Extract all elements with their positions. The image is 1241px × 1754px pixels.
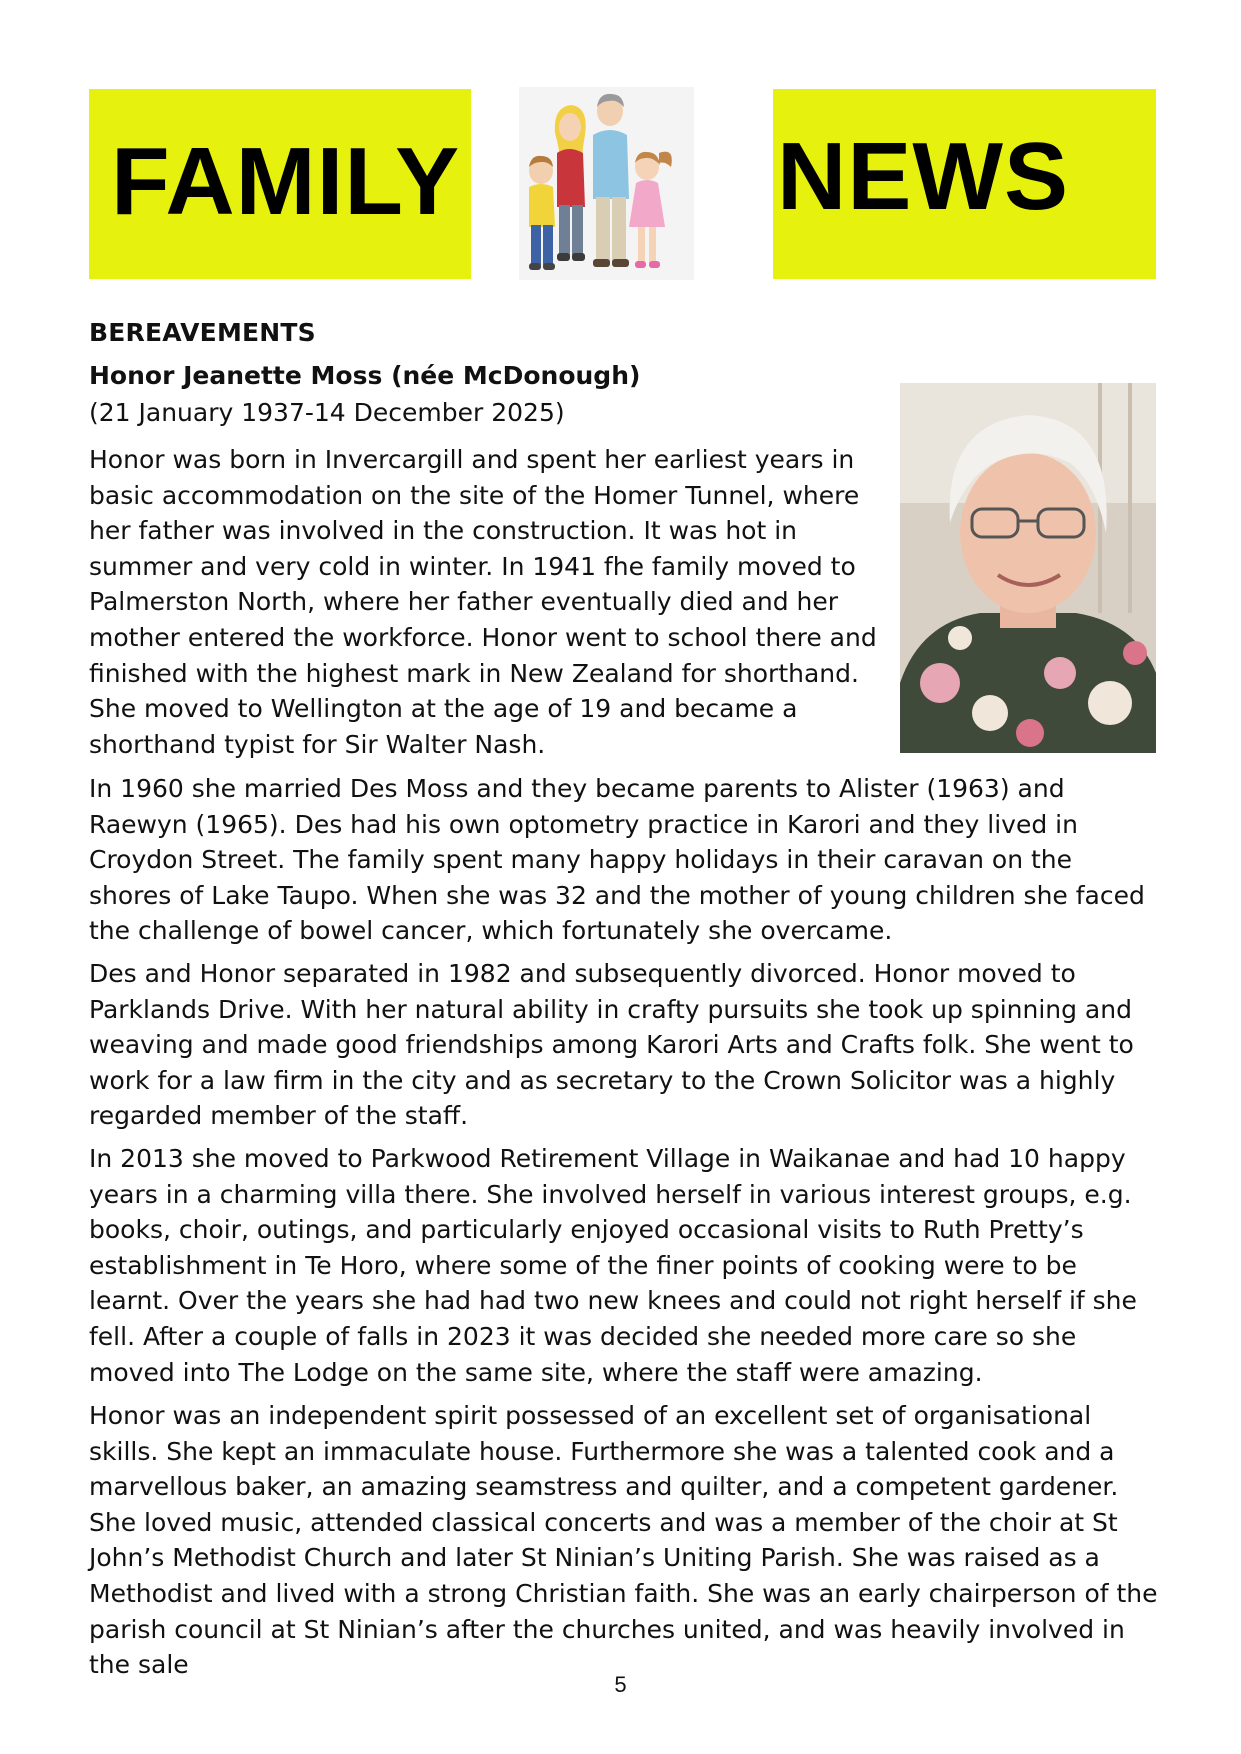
family-heading: FAMILY [111,128,461,235]
news-heading: NEWS [777,123,1069,230]
family-banner [89,89,471,279]
section-heading: BEREAVEMENTS [89,318,316,347]
family-illustration [519,87,694,280]
obituary-paragraph: Des and Honor separated in 1982 and subsequently divorced. Honor moved to Parklands Drive. With her natural ability in crafty pursuits she took up spinning and weaving and made good friendships among Karori Arts and Crafts folk. She went to work for a law firm in the city and as secretary to the Crown Solicitor was a highly regarded member of the staff. [89,959,1134,1131]
obituary-dates: (21 January 1937-14 December 2025) [89,398,565,427]
news-banner [773,89,1156,279]
obituary-paragraph: In 2013 she moved to Parkwood Retirement Village in Waikanae and had 10 happy years in a charming villa there. She involved herself in various interest groups, e.g. books, choir, outings, and particularly enjoyed occasional visits to Ruth Pretty’s establishment in Te Horo, where some of the finer points of cooking were to be learnt. Over the years she had had two new knees and could not right herself if she fell. After a couple of falls in 2023 it was decided she needed more care so she moved into The Lodge on the same site, where the staff were amazing. [89,1144,1137,1387]
obituary-paragraph: Honor was born in Invercargill and spent her earliest years in basic accommodation on the site of the Homer Tunnel, where her father was involved in the construction. It was hot in summer and very cold in winter. In 1941 fhe family moved to Palmerston North, where her father eventually died and her mother entered the workforce. Honor went to school there and finished with the highest mark in New Zealand for shorthand. She moved to Wellington at the age of 19 and became a shorthand typist for Sir Walter Nash. [89,445,877,759]
page-number: 5 [614,1672,627,1697]
portrait-photo [900,383,1156,753]
obituary-paragraph: Honor was an independent spirit possessed of an excellent set of organisational skills. She kept an immaculate house. Furthermore she was a talented cook and a marvellous baker, an amazing seamstress and quilter, and a competent gardener. She loved music, attended classical concerts and was a member of the choir at St John’s Methodist Church and later St Ninian’s Uniting Parish. She was raised as a Methodist and lived with a strong Christian faith. She was an early chairperson of the parish council at St Ninian’s after the churches united, and was heavily involved in the sale [89,1401,1158,1680]
obituary-name: Honor Jeanette Moss (née McDonough) [89,361,641,390]
obituary-paragraph: In 1960 she married Des Moss and they became parents to Alister (1963) and Raewyn (1965). Des had his own optometry practice in Karori and they lived in Croydon Street. The family spent many happy holidays in their caravan on the shores of Lake Taupo. When she was 32 and the mother of young children she faced the challenge of bowel cancer, which fortunately she overcame. [89,774,1145,946]
family-cartoon-icon [519,87,694,280]
portrait-image [900,383,1156,753]
